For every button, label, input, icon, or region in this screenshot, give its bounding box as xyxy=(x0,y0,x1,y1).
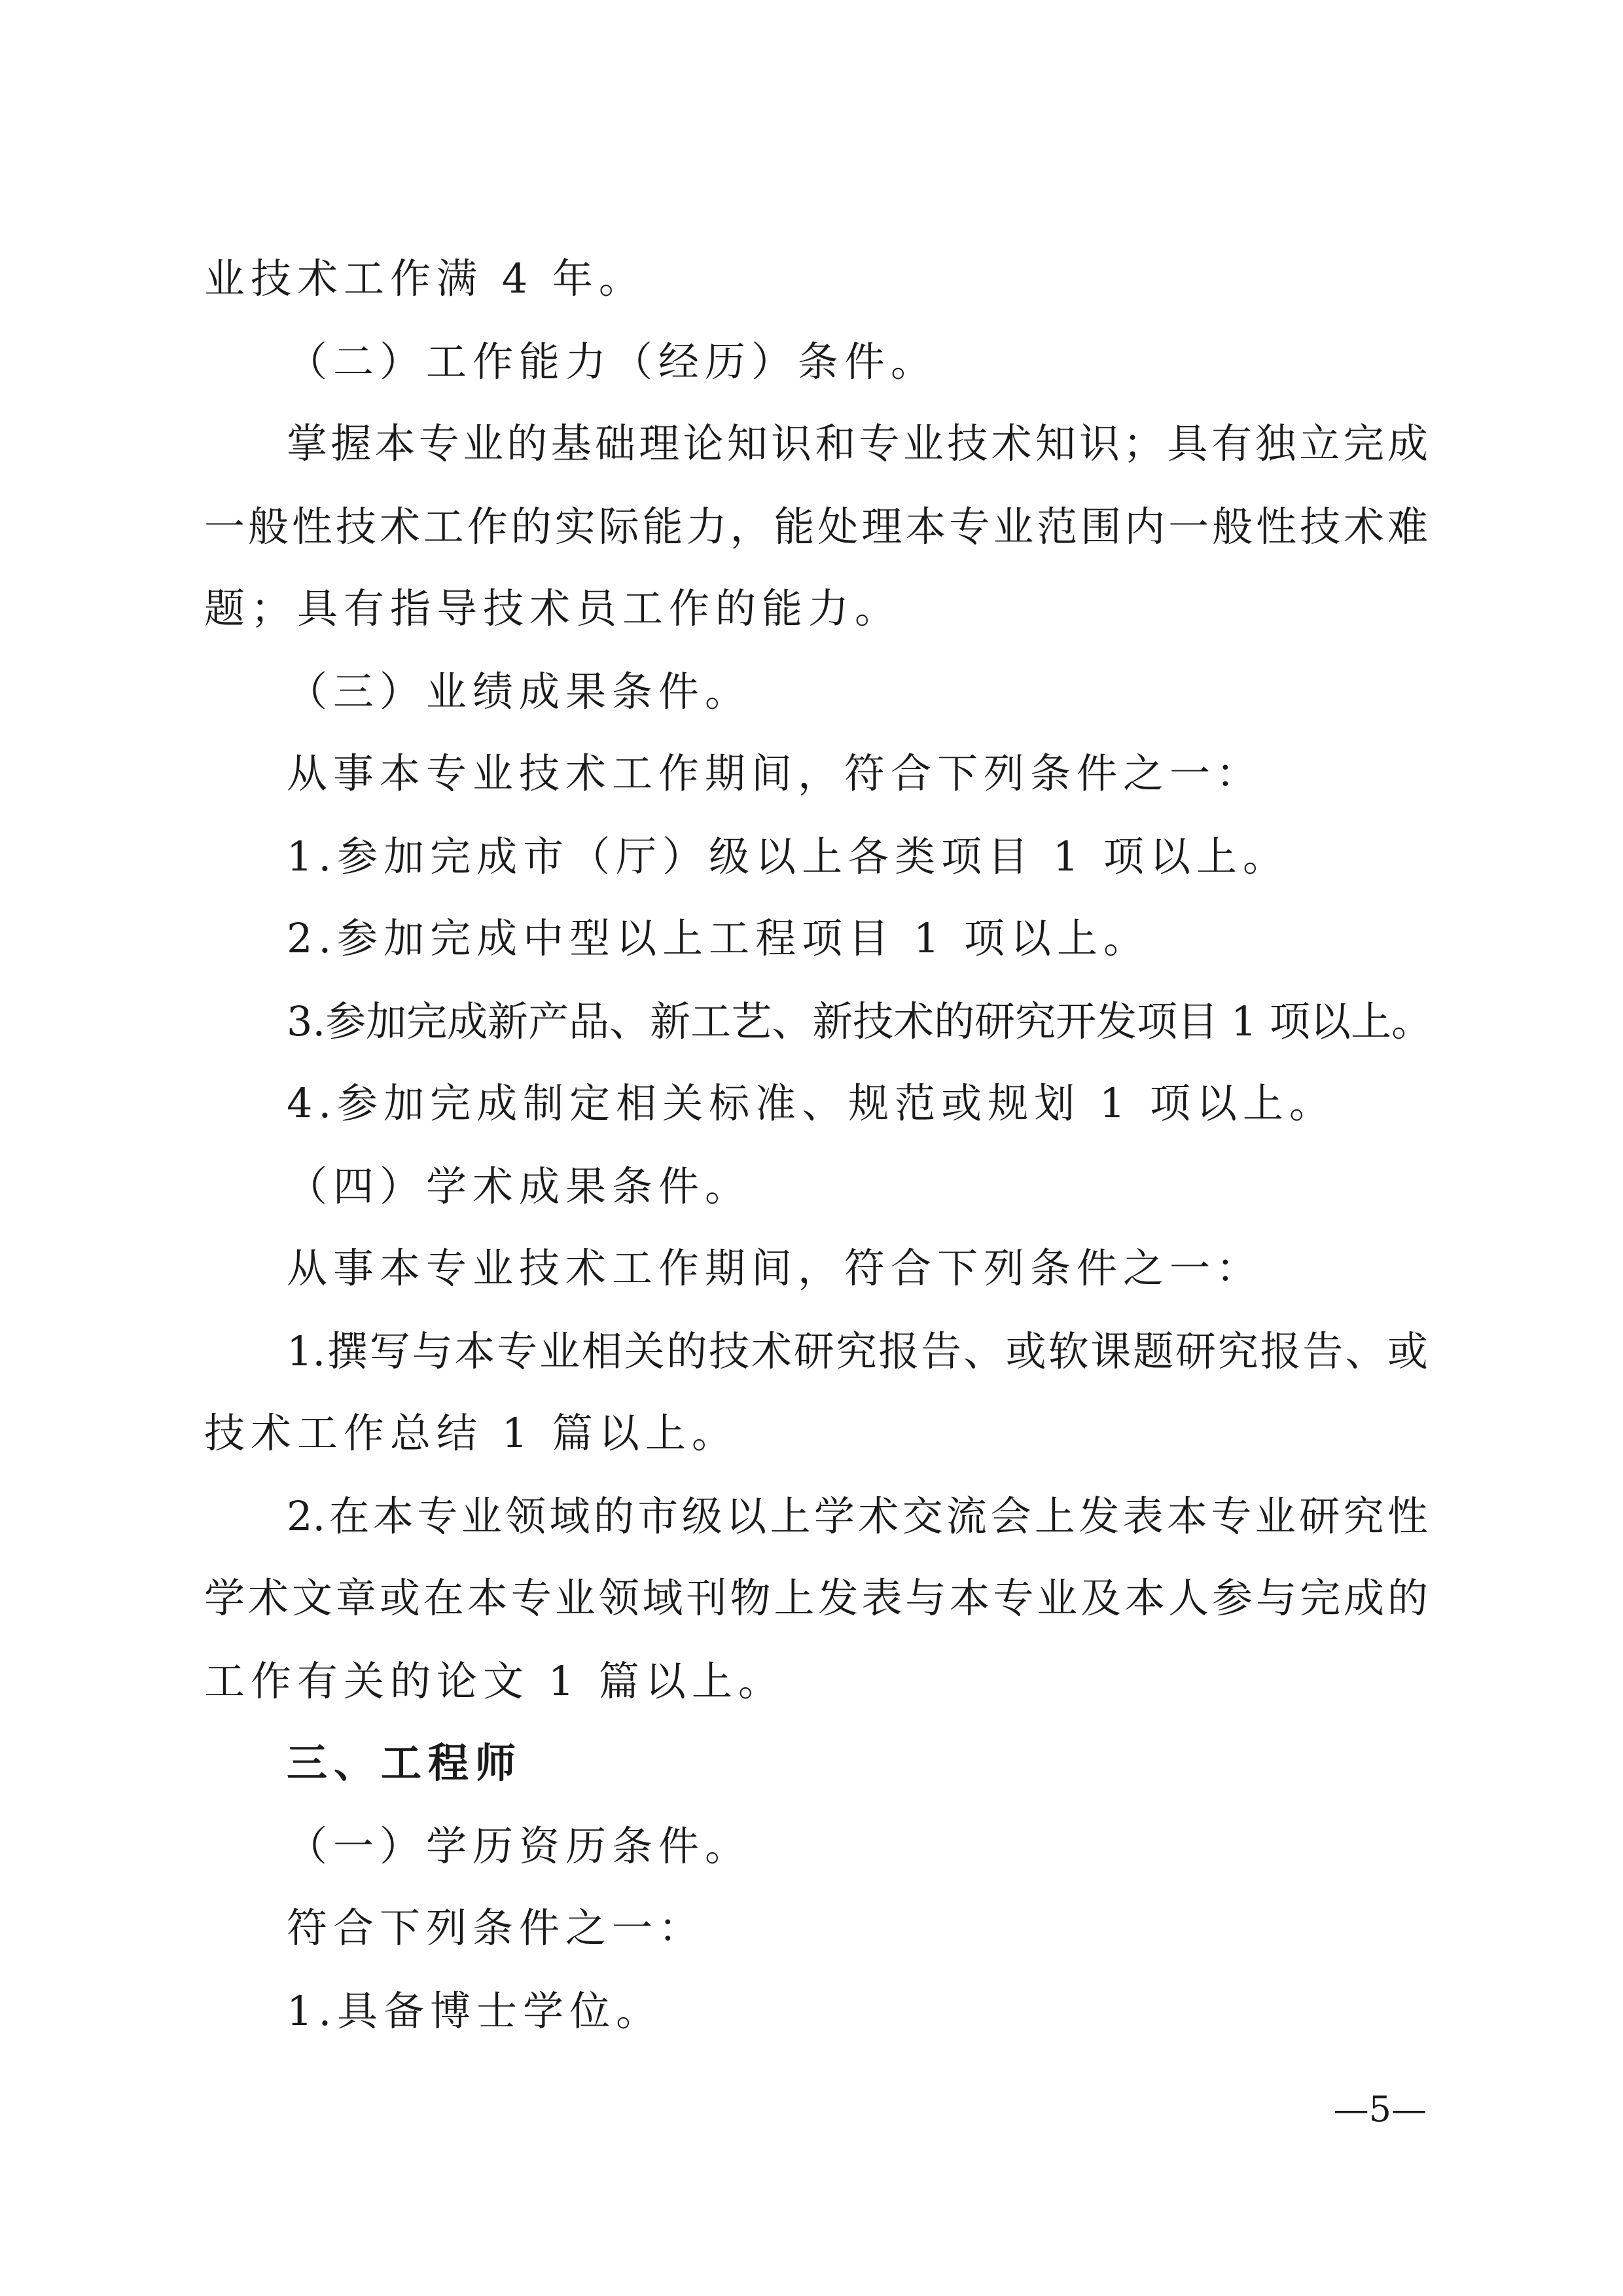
list-item-3: 3.参加完成新产品、新工艺、新技术的研究开发项目 1 项以上。 xyxy=(287,997,1433,1045)
page-number: —5— xyxy=(1333,2089,1427,2130)
list-item-academic-1: 1.撰写与本专业相关的技术研究报告、或软课题研究报告、或 xyxy=(287,1327,1428,1375)
list-item-academic-2: 2.在本专业领域的市级以上学术交流会上发表本专业研究性 xyxy=(287,1492,1428,1540)
text-line-13: 从事本专业技术工作期间，符合下列条件之一： xyxy=(287,1244,1263,1292)
text-line-1: 业技术工作满 4 年。 xyxy=(204,255,645,302)
text-line-21: 符合下列条件之一： xyxy=(287,1904,705,1952)
section-heading-performance: （三）业绩成果条件。 xyxy=(287,668,752,715)
text-line-7: 从事本专业技术工作期间，符合下列条件之一： xyxy=(287,749,1263,797)
text-line-4: 一般性技术工作的实际能力，能处理本专业范围内一般性技术难 xyxy=(204,503,1428,550)
text-line-15: 技术工作总结 1 篇以上。 xyxy=(204,1409,738,1457)
text-line-3: 掌握本专业的基础理论知识和专业技术知识；具有独立完成 xyxy=(287,420,1428,467)
chapter-heading-engineer: 三、工程师 xyxy=(287,1739,523,1787)
section-heading-academic: （四）学术成果条件。 xyxy=(287,1162,752,1210)
list-item-1: 1.参加完成市（厅）级以上各类项目 1 项以上。 xyxy=(287,833,1290,880)
list-item-education-1: 1.具备博士学位。 xyxy=(287,1987,663,2035)
text-line-18: 工作有关的论文 1 篇以上。 xyxy=(204,1657,785,1705)
text-line-5: 题；具有指导技术员工作的能力。 xyxy=(204,584,902,632)
section-heading-work-ability: （二）工作能力（经历）条件。 xyxy=(287,338,938,386)
text-line-17: 学术文章或在本专业领域刊物上发表与本专业及本人参与完成的 xyxy=(204,1574,1428,1622)
list-item-2: 2.参加完成中型以上工程项目 1 项以上。 xyxy=(287,914,1150,962)
list-item-4: 4.参加完成制定相关标准、规范或规划 1 项以上。 xyxy=(287,1079,1336,1127)
section-heading-education: （一）学历资历条件。 xyxy=(287,1822,752,1870)
